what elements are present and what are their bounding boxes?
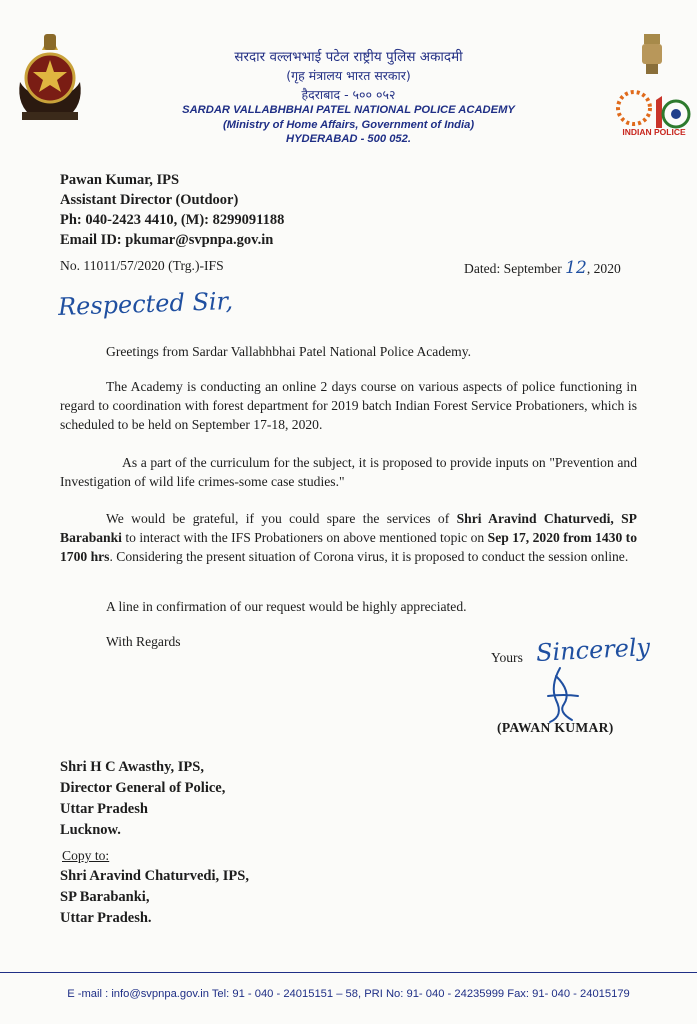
date-label: Dated: September [464, 261, 562, 276]
sender-phone: Ph: 040-2423 4410, (M): 8299091188 [60, 212, 285, 228]
reference-number: No. 11011/57/2020 (Trg.)-IFS [60, 258, 224, 273]
city-hindi: हैदराबाद - ५०० ०५२ [301, 87, 396, 102]
sender-block [60, 170, 284, 250]
copy-to-designation: SP Barabanki, [60, 889, 150, 905]
paragraph-curriculum [60, 453, 637, 491]
copy-to-name: Shri Aravind Chaturvedi, IPS, [60, 868, 249, 884]
academy-name-english: SARDAR VALLABHBHAI PATEL NATIONAL POLICE ACADEMY [182, 104, 515, 116]
date-year: , 2020 [586, 261, 621, 276]
right-logo-caption: INDIAN POLICE [622, 127, 686, 137]
request-text-e: . Considering the present situation of Corona virus, it is proposed to conduct the session online. [109, 549, 629, 564]
letter-date [464, 258, 621, 278]
closing-sincerely-handwritten: Sincerely [535, 633, 651, 667]
signatory-name: (PAWAN KUMAR) [497, 720, 614, 735]
sender-email: Email ID: pkumar@svpnpa.gov.in [60, 232, 274, 248]
sender-designation: Assistant Director (Outdoor) [60, 192, 239, 208]
footer-contact: E -mail : info@svpnpa.gov.in Tel: 91 - 040 - 24015151 – 58, PRI No: 91- 040 - 24235999 Fax: 91- 040 - 24015179 [67, 988, 630, 1000]
academy-name-hindi: सरदार वल्लभभाई पटेल राष्ट्रीय पुलिस अकादमी [234, 49, 463, 65]
sender-name: Pawan Kumar, IPS [60, 172, 180, 188]
addressee-state: Uttar Pradesh [60, 801, 148, 817]
addressee-city: Lucknow. [60, 822, 121, 838]
date-day-handwritten: 12 [565, 258, 587, 278]
closing-yours: Yours [491, 650, 523, 665]
paragraph-course-text: The Academy is conducting an online 2 days course on various aspects of police functioning in regard to coordination with forest department for 2019 batch Indian Forest Service Probationers, which is scheduled to be held on September 17-18, 2020. [60, 379, 637, 432]
paragraph-greetings: Greetings from Sardar Vallabhbhai Patel National Police Academy. [106, 344, 472, 359]
city-english: HYDERABAD - 500 052. [286, 133, 411, 145]
paragraph-request [60, 509, 637, 566]
request-text-a: We would be grateful, if you could spare the services of [106, 511, 457, 526]
ministry-english: (Ministry of Home Affairs, Government of India) [222, 119, 475, 131]
copy-to-label: Copy to: [62, 848, 110, 863]
footer-divider [0, 972, 697, 973]
addressee-block [60, 757, 225, 841]
paragraph-curriculum-text: As a part of the curriculum for the subject, it is proposed to provide inputs on "Prevention and Investigation of wild life crimes-some case studies." [60, 455, 637, 489]
request-text-c: to interact with the IFS Probationers on above mentioned topic on [121, 530, 488, 545]
addressee-designation: Director General of Police, [60, 780, 226, 796]
request-officer-name: Shri Aravind Chaturvedi, SP Barabanki [60, 511, 637, 545]
salutation-handwritten: Respected Sir, [57, 286, 234, 322]
copy-to-state: Uttar Pradesh. [60, 910, 152, 926]
paragraph-course [60, 377, 637, 434]
ministry-hindi: (गृह मंत्रालय भारत सरकार) [286, 68, 411, 83]
with-regards: With Regards [106, 634, 181, 649]
copy-to-block [60, 866, 249, 929]
request-session-time: Sep 17, 2020 from 1430 to 1700 hrs [60, 530, 638, 564]
paragraph-confirmation: A line in confirmation of our request would be highly appreciated. [106, 599, 467, 614]
addressee-name: Shri H C Awasthy, IPS, [60, 759, 204, 775]
signature [538, 666, 588, 726]
